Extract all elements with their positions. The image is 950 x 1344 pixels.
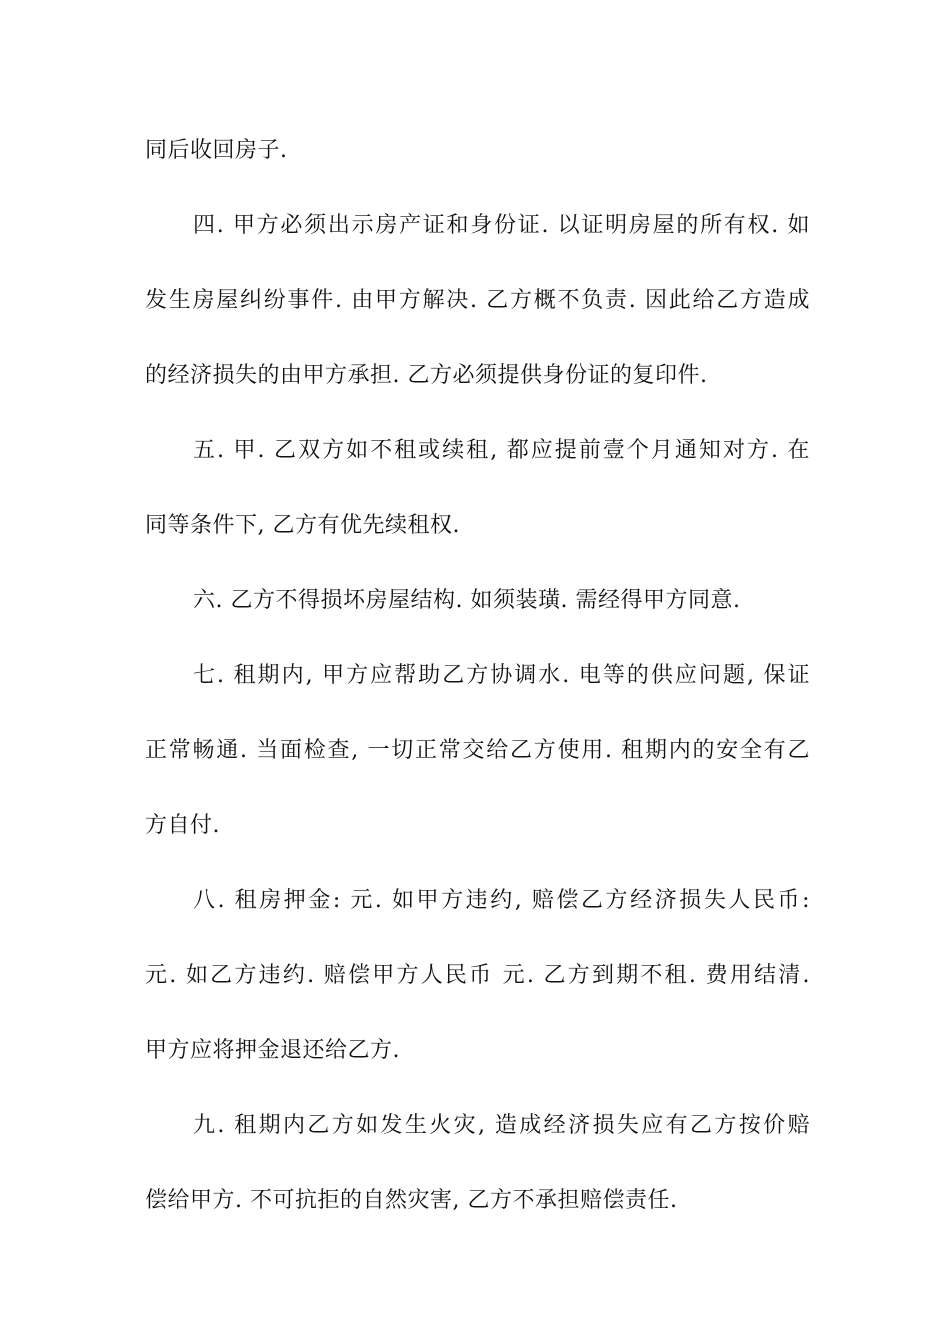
clause-5-line-1: 五. 甲. 乙双方如不租或续租, 都应提前壹个月通知对方. 在 [193,438,810,463]
clause-8-line-2: 元. 如乙方违约. 赔偿甲方人民币 元. 乙方到期不租. 费用结清. [145,963,810,988]
clause-6-line-1: 六. 乙方不得损坏房屋结构. 如须装璜. 需经得甲方同意. [193,588,741,613]
clause-7-line-2: 正常畅通. 当面检查, 一切正常交给乙方使用. 租期内的安全有乙 [145,738,810,763]
clause-4-line-1: 四. 甲方必须出示房产证和身份证. 以证明房屋的所有权. 如 [193,213,810,238]
clause-9-line-1: 九. 租期内乙方如发生火灾, 造成经济损失应有乙方按价赔 [193,1113,810,1138]
clause-5-line-2: 同等条件下, 乙方有优先续租权. [145,513,460,538]
clause-7-line-1: 七. 租期内, 甲方应帮助乙方协调水. 电等的供应问题, 保证 [193,663,810,688]
text-line-1: 同后收回房子. [145,138,288,163]
clause-8-line-3: 甲方应将押金退还给乙方. [145,1038,400,1063]
clause-7-line-3: 方自付. [145,813,220,838]
clause-8-line-1: 八. 租房押金: 元. 如甲方违约, 赔偿乙方经济损失人民币: [193,888,810,913]
clause-9-line-2: 偿给甲方. 不可抗拒的自然灾害, 乙方不承担赔偿责任. [145,1188,678,1213]
clause-4-line-2: 发生房屋纠纷事件. 由甲方解决. 乙方概不负责. 因此给乙方造成 [145,288,810,313]
clause-4-line-3: 的经济损失的由甲方承担. 乙方必须提供身份证的复印件. [145,363,708,388]
